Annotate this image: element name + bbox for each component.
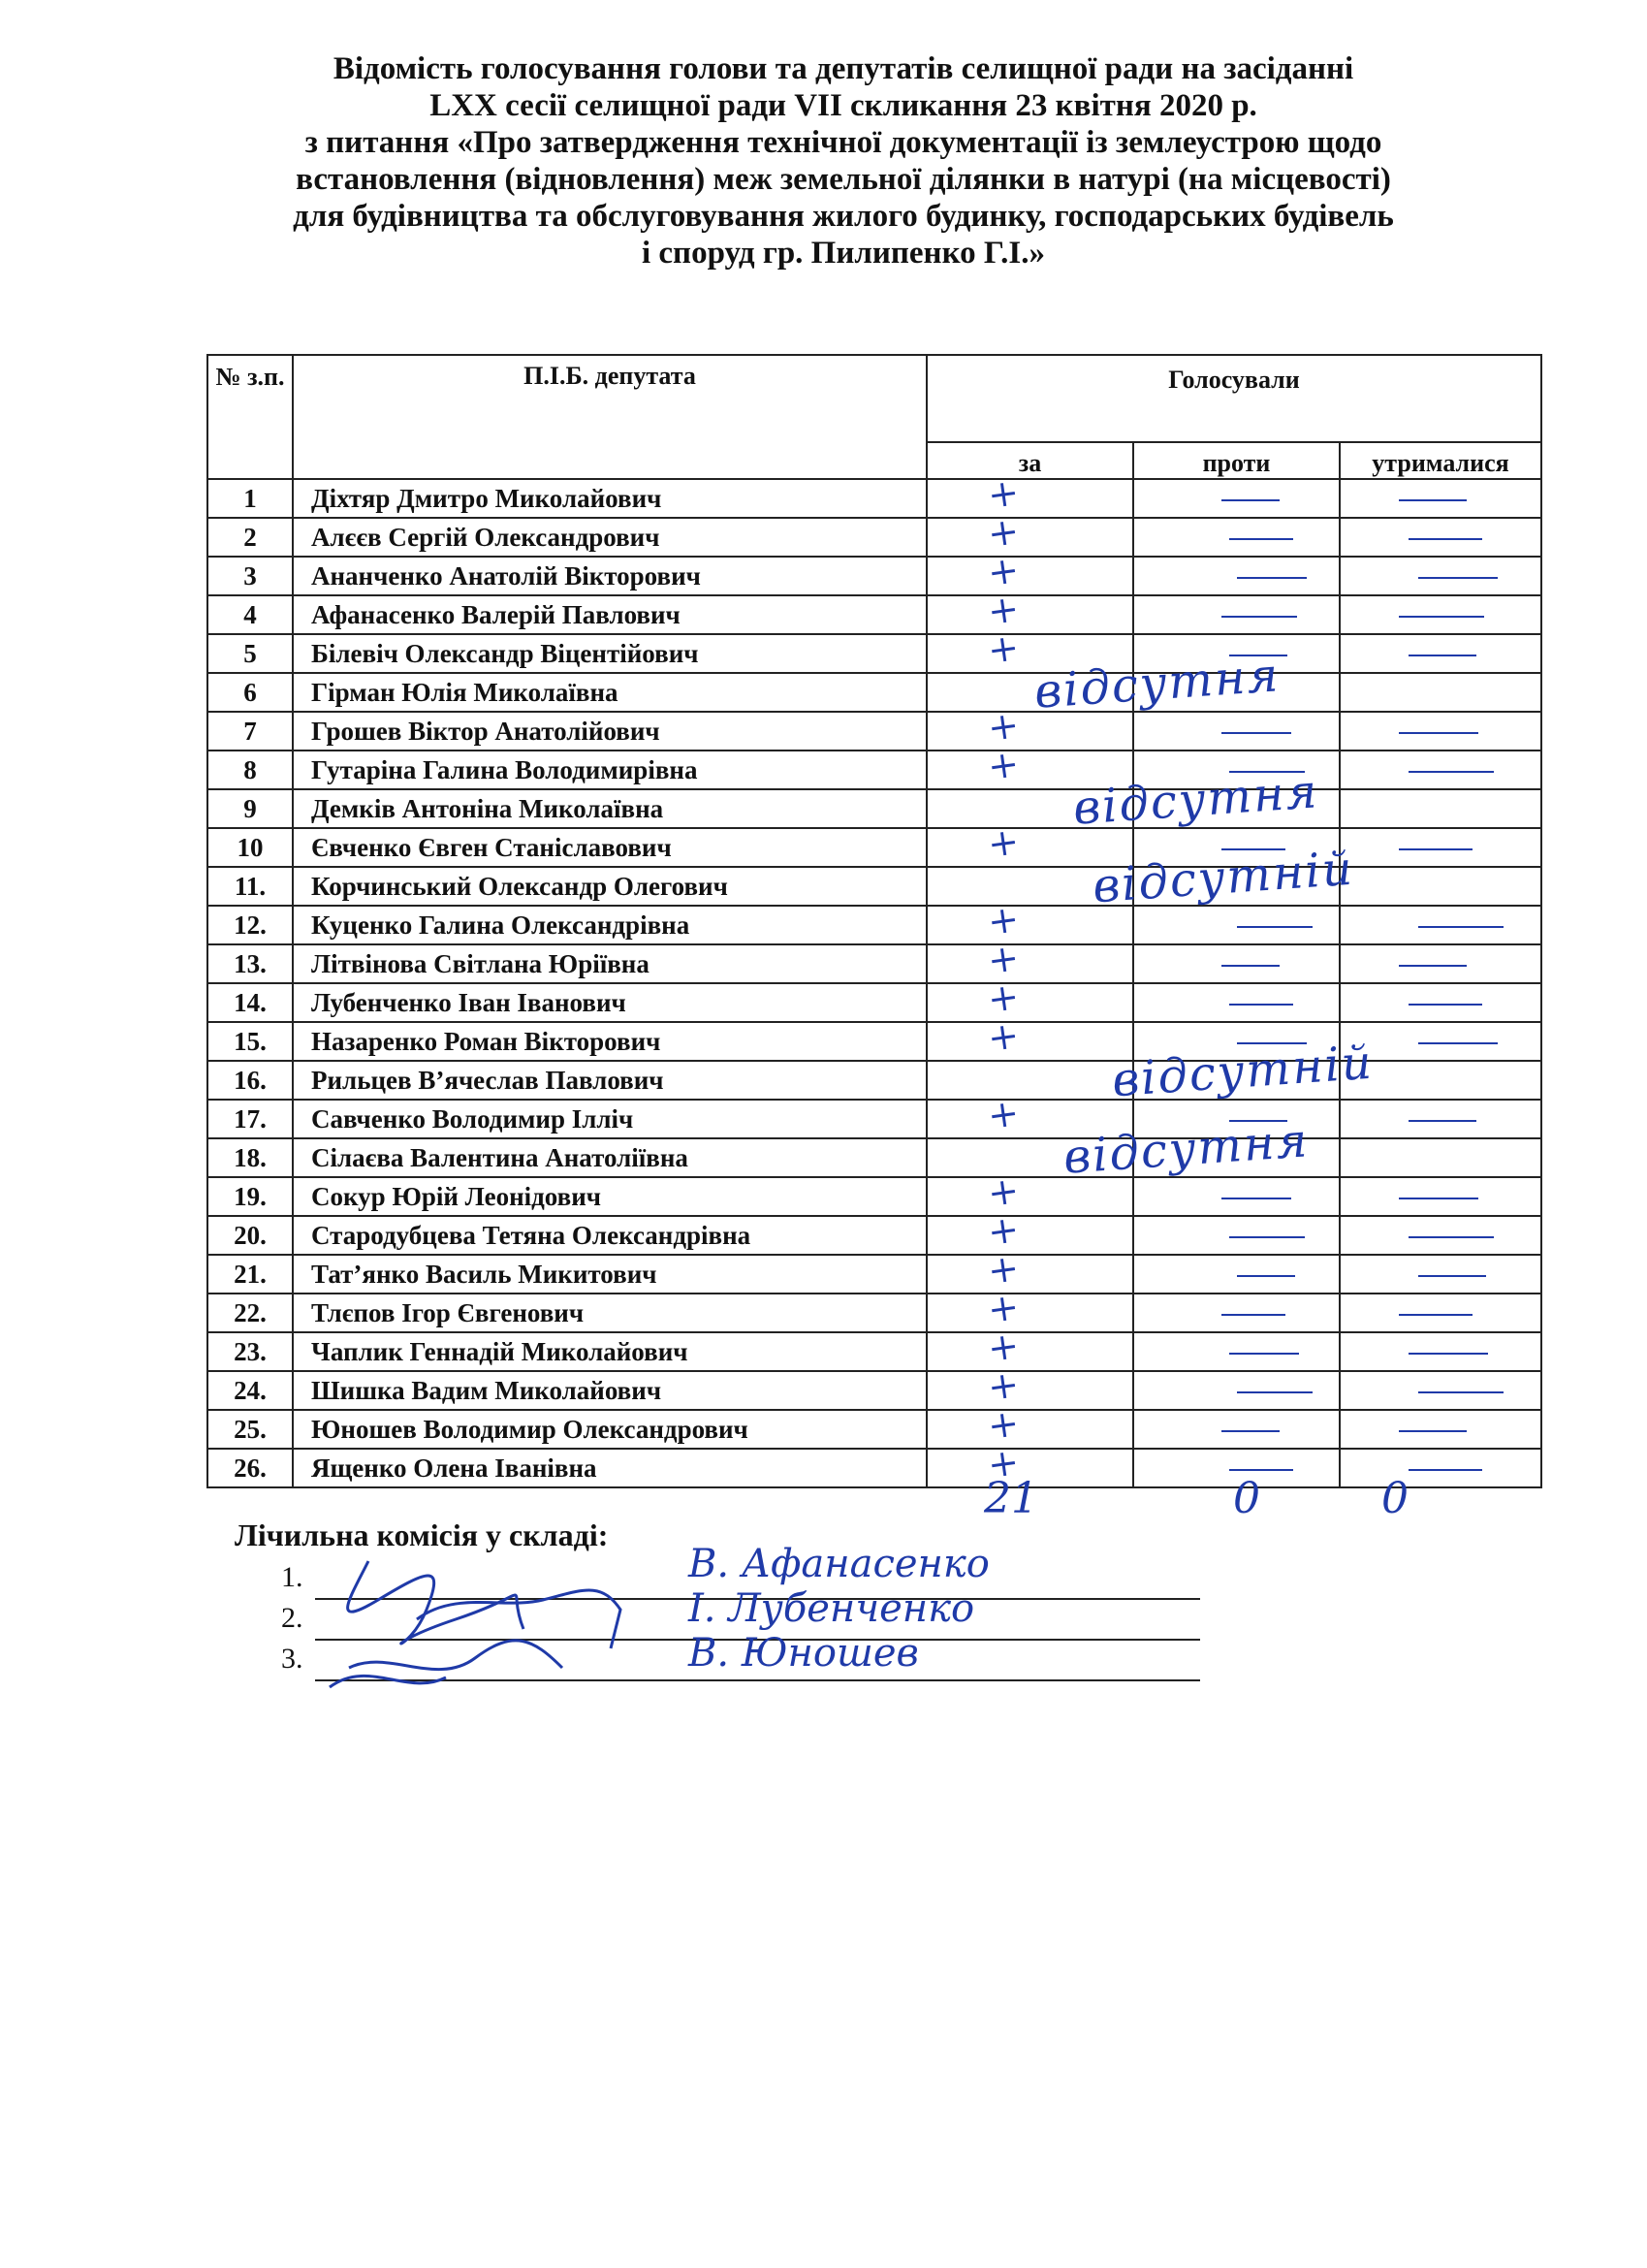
deputy-name: Назаренко Роман Вікторович <box>293 1022 927 1061</box>
row-number: 18. <box>207 1138 293 1177</box>
vote-for-cell <box>927 1167 1133 1216</box>
plus-mark: + <box>985 1323 1022 1371</box>
vote-against-cell <box>1133 1177 1340 1216</box>
voting-table <box>206 354 1542 1488</box>
title-line-1: Відомість голосування голови та депутатів селищної ради на засіданні <box>333 51 1354 86</box>
vote-against-cell <box>1133 712 1340 751</box>
vote-against-cell <box>1133 983 1340 1022</box>
header-voted: Голосували <box>927 355 1541 442</box>
row-number: 9 <box>207 789 293 828</box>
plus-mark: + <box>985 896 1022 944</box>
vote-abstain-cell <box>1340 1255 1541 1294</box>
table-row <box>207 1294 1541 1332</box>
row-number: 24. <box>207 1371 293 1410</box>
table-row <box>207 906 1541 944</box>
header-for: за <box>927 442 1133 479</box>
vote-abstain-cell <box>1340 1177 1541 1216</box>
total-abstain: 0 <box>1381 1474 1409 1523</box>
deputy-name: Юношев Володимир Олександрович <box>293 1410 927 1449</box>
vote-against-cell <box>1133 1061 1340 1100</box>
table-row <box>207 673 1541 712</box>
dash-mark <box>1418 1042 1498 1044</box>
vote-for-cell <box>927 1113 1312 1185</box>
dash-mark <box>1399 616 1484 618</box>
vote-against-cell <box>1133 867 1340 906</box>
dash-mark <box>1399 848 1473 850</box>
plus-mark: + <box>985 1245 1022 1294</box>
dash-mark <box>1237 577 1307 579</box>
table-row <box>207 634 1541 673</box>
deputy-name: Літвінова Світлана Юріївна <box>293 944 927 983</box>
vote-abstain-cell <box>1340 595 1541 634</box>
vote-for-cell <box>927 547 1133 595</box>
table-row <box>207 1061 1541 1100</box>
table-row <box>207 1138 1541 1177</box>
vote-against-cell <box>1133 557 1340 595</box>
table-row <box>207 1177 1541 1216</box>
plus-mark: + <box>985 702 1022 751</box>
dash-mark <box>1399 1314 1473 1316</box>
row-number: 16. <box>207 1061 293 1100</box>
row-number: 14. <box>207 983 293 1022</box>
vote-abstain-cell <box>1340 479 1541 518</box>
table-row <box>207 712 1541 751</box>
deputy-name: Діхтяр Дмитро Миколайович <box>293 479 927 518</box>
plus-mark: + <box>985 1090 1022 1138</box>
vote-against-cell <box>1133 906 1340 944</box>
deputy-name: Алєєв Сергій Олександрович <box>293 518 927 557</box>
vote-for-cell <box>927 935 1133 983</box>
row-number: 12. <box>207 906 293 944</box>
dash-mark <box>1221 965 1280 967</box>
dash-mark <box>1399 965 1467 967</box>
commission-label: Лічильна комісія у складі: <box>235 1517 609 1552</box>
dash-mark <box>1221 732 1291 734</box>
deputy-name: Корчинський Олександр Олегович <box>293 867 927 906</box>
row-number: 17. <box>207 1100 293 1138</box>
deputy-name: Гірман Юлія Миколаївна <box>293 673 927 712</box>
plus-mark: + <box>985 508 1022 557</box>
table-row <box>207 479 1541 518</box>
vote-abstain-cell <box>1340 983 1541 1022</box>
absent-note: відсутній <box>1091 841 1356 914</box>
vote-against-cell <box>1133 673 1340 712</box>
deputy-name: Сокур Юрій Леонідович <box>293 1177 927 1216</box>
plus-mark: + <box>985 1361 1022 1410</box>
dash-mark <box>1418 1391 1504 1393</box>
deputy-name: Тат’янко Василь Микитович <box>293 1255 927 1294</box>
absent-note: відсутній <box>1110 1035 1376 1108</box>
table-row <box>207 867 1541 906</box>
vote-for-cell <box>927 764 1321 836</box>
deputy-name: Савченко Володимир Ілліч <box>293 1100 927 1138</box>
table-row <box>207 1216 1541 1255</box>
vote-against-cell <box>1133 789 1340 828</box>
vote-for-cell <box>927 1206 1133 1255</box>
row-number: 10 <box>207 828 293 867</box>
plus-mark: + <box>985 1284 1022 1332</box>
row-number: 25. <box>207 1410 293 1449</box>
vote-against-cell <box>1133 1332 1340 1371</box>
vote-abstain-cell <box>1340 1138 1541 1177</box>
vote-against-cell <box>1133 518 1340 557</box>
row-number: 3 <box>207 557 293 595</box>
row-number: 15. <box>207 1022 293 1061</box>
vote-abstain-cell <box>1340 1332 1541 1371</box>
member-1-number: 1. <box>281 1561 303 1593</box>
dash-mark <box>1418 926 1504 928</box>
vote-abstain-cell <box>1340 1294 1541 1332</box>
table-row <box>207 1371 1541 1410</box>
table-row <box>207 595 1541 634</box>
vote-abstain-cell <box>1340 944 1541 983</box>
vote-abstain-cell <box>1340 906 1541 944</box>
table-row <box>207 518 1541 557</box>
row-number: 26. <box>207 1449 293 1487</box>
vote-abstain-cell <box>1340 789 1541 828</box>
title-line-2: LXX сесії селищної ради VII скликання 23 квітня 2020 р. <box>429 88 1257 123</box>
row-number: 1 <box>207 479 293 518</box>
vote-for-cell <box>927 586 1133 634</box>
plus-mark: + <box>985 818 1022 867</box>
vote-abstain-cell <box>1340 673 1541 712</box>
dash-mark <box>1418 577 1498 579</box>
member-2-number: 2. <box>281 1602 303 1634</box>
vote-abstain-cell <box>1340 1216 1541 1255</box>
row-number: 5 <box>207 634 293 673</box>
table-row <box>207 1332 1541 1371</box>
absent-note: відсутня <box>1061 1113 1312 1185</box>
vote-against-cell <box>1133 1410 1340 1449</box>
dash-mark <box>1221 1198 1291 1199</box>
dash-mark <box>1237 1391 1313 1393</box>
vote-for-cell <box>927 1361 1133 1410</box>
row-number: 4 <box>207 595 293 634</box>
vote-abstain-cell <box>1340 867 1541 906</box>
vote-against-cell <box>1133 595 1340 634</box>
row-number: 23. <box>207 1332 293 1371</box>
vote-for-cell <box>927 1245 1133 1294</box>
dash-mark <box>1229 1236 1305 1238</box>
deputy-name: Афанасенко Валерій Павлович <box>293 595 927 634</box>
title-line-6: і споруд гр. Пилипенко Г.І.» <box>641 236 1046 271</box>
dash-mark <box>1409 1353 1488 1355</box>
row-number: 11. <box>207 867 293 906</box>
plus-mark: + <box>985 547 1022 595</box>
deputy-name: Демків Антоніна Миколаївна <box>293 789 927 828</box>
dash-mark <box>1399 499 1467 501</box>
deputy-name: Стародубцева Тетяна Олександрівна <box>293 1216 927 1255</box>
header-against: проти <box>1133 442 1340 479</box>
member-3-number: 3. <box>281 1643 303 1675</box>
vote-for-cell <box>927 508 1133 557</box>
row-number: 22. <box>207 1294 293 1332</box>
row-number: 19. <box>207 1177 293 1216</box>
row-number: 7 <box>207 712 293 751</box>
dash-mark <box>1229 1004 1293 1006</box>
dash-mark <box>1221 1314 1285 1316</box>
vote-abstain-cell <box>1340 1371 1541 1410</box>
plus-mark: + <box>985 624 1022 673</box>
dash-mark <box>1409 655 1476 656</box>
plus-mark: + <box>985 1167 1022 1216</box>
document-title <box>145 50 1541 272</box>
table-row <box>207 751 1541 789</box>
plus-mark: + <box>985 935 1022 983</box>
plus-mark: + <box>985 1206 1022 1255</box>
deputy-name: Ященко Олена Іванівна <box>293 1449 927 1487</box>
vote-against-cell <box>1133 944 1340 983</box>
plus-mark: + <box>985 974 1022 1022</box>
deputy-name: Сілаєва Валентина Анатоліївна <box>293 1138 927 1177</box>
member-2-name: І. Лубенченко <box>688 1586 975 1631</box>
row-number: 2 <box>207 518 293 557</box>
dash-mark <box>1409 1120 1476 1122</box>
plus-mark: + <box>985 1439 1022 1487</box>
dash-mark <box>1409 1469 1482 1471</box>
dash-mark <box>1409 1004 1482 1006</box>
vote-abstain-cell <box>1340 828 1541 867</box>
plus-mark: + <box>985 586 1022 634</box>
deputy-name: Білевіч Олександр Віцентійович <box>293 634 927 673</box>
dash-mark <box>1418 1275 1486 1277</box>
vote-for-cell <box>927 702 1133 751</box>
table-row <box>207 1410 1541 1449</box>
absent-note: відсутня <box>1032 648 1283 719</box>
deputy-name: Куценко Галина Олександрівна <box>293 906 927 944</box>
deputy-name: Рильцев В’ячеслав Павлович <box>293 1061 927 1100</box>
row-number: 21. <box>207 1255 293 1294</box>
title-line-4: встановлення (відновлення) меж земельної ділянки в натурі (на місцевості) <box>296 162 1391 197</box>
vote-abstain-cell <box>1340 751 1541 789</box>
dash-mark <box>1237 926 1313 928</box>
vote-abstain-cell <box>1340 518 1541 557</box>
deputy-name: Шишка Вадим Миколайович <box>293 1371 927 1410</box>
vote-abstain-cell <box>1340 1410 1541 1449</box>
deputy-name: Євченко Євген Станіславович <box>293 828 927 867</box>
table-body <box>207 469 1541 1487</box>
dash-mark <box>1409 538 1482 540</box>
vote-abstain-cell <box>1340 557 1541 595</box>
vote-for-cell <box>927 1284 1133 1332</box>
member-3-name: В. Юношев <box>688 1631 919 1676</box>
vote-against-cell <box>1133 1255 1340 1294</box>
header-number: № з.п. <box>207 355 293 479</box>
table-row <box>207 1255 1541 1294</box>
table-row <box>207 789 1541 828</box>
vote-abstain-cell <box>1340 1061 1541 1100</box>
plus-mark: + <box>985 741 1022 789</box>
header-name: П.І.Б. депутата <box>293 355 927 479</box>
vote-abstain-cell <box>1340 712 1541 751</box>
vote-abstain-cell <box>1340 1100 1541 1138</box>
title-line-5: для будівництва та обслуговування жилого будинку, господарських будівель <box>293 199 1394 234</box>
dash-mark <box>1399 1198 1478 1199</box>
vote-for-cell <box>927 896 1133 944</box>
dash-mark <box>1237 1275 1295 1277</box>
deputy-name: Гутаріна Галина Володимирівна <box>293 751 927 789</box>
vote-for-cell <box>927 469 1133 518</box>
vote-against-cell <box>1133 1294 1340 1332</box>
absent-note: відсутня <box>1071 764 1321 836</box>
vote-for-cell <box>927 841 1356 914</box>
dash-mark <box>1229 538 1293 540</box>
table-row <box>207 1100 1541 1138</box>
dash-mark <box>1221 616 1297 618</box>
table-row <box>207 983 1541 1022</box>
deputy-name: Ананченко Анатолій Вікторович <box>293 557 927 595</box>
vote-abstain-cell <box>1340 634 1541 673</box>
title-line-3: з питання «Про затвердження технічної документації із землеустрою щодо <box>304 125 1382 160</box>
dash-mark <box>1399 732 1478 734</box>
total-for: 21 <box>984 1474 1038 1523</box>
vote-for-cell <box>927 1035 1376 1108</box>
vote-against-cell <box>1133 479 1340 518</box>
dash-mark <box>1399 1430 1467 1432</box>
row-number: 13. <box>207 944 293 983</box>
row-number: 8 <box>207 751 293 789</box>
plus-mark: + <box>985 1400 1022 1449</box>
dash-mark <box>1409 771 1494 773</box>
dash-mark <box>1409 1236 1494 1238</box>
dash-mark <box>1221 1430 1280 1432</box>
vote-against-cell <box>1133 1138 1340 1177</box>
deputy-name: Лубенченко Іван Іванович <box>293 983 927 1022</box>
vote-for-cell <box>927 1400 1133 1449</box>
deputy-name: Грошев Віктор Анатолійович <box>293 712 927 751</box>
header-abstain: утрималися <box>1340 442 1541 479</box>
vote-against-cell <box>1133 1216 1340 1255</box>
table-row <box>207 944 1541 983</box>
total-against: 0 <box>1233 1474 1260 1523</box>
signature-scribbles <box>310 1542 717 1697</box>
plus-mark: + <box>985 1012 1022 1061</box>
deputy-name: Чаплик Геннадій Миколайович <box>293 1332 927 1371</box>
deputy-name: Тлєпов Ігор Євгенович <box>293 1294 927 1332</box>
vote-for-cell <box>927 648 1283 719</box>
vote-for-cell <box>927 1012 1133 1061</box>
row-number: 20. <box>207 1216 293 1255</box>
dash-mark <box>1221 499 1280 501</box>
dash-mark <box>1229 1469 1293 1471</box>
table-row <box>207 557 1541 595</box>
dash-mark <box>1229 1353 1299 1355</box>
vote-for-cell <box>927 1323 1133 1371</box>
vote-against-cell <box>1133 1371 1340 1410</box>
vote-for-cell <box>927 974 1133 1022</box>
member-1-name: В. Афанасенко <box>688 1542 990 1586</box>
plus-mark: + <box>985 469 1022 518</box>
row-number: 6 <box>207 673 293 712</box>
